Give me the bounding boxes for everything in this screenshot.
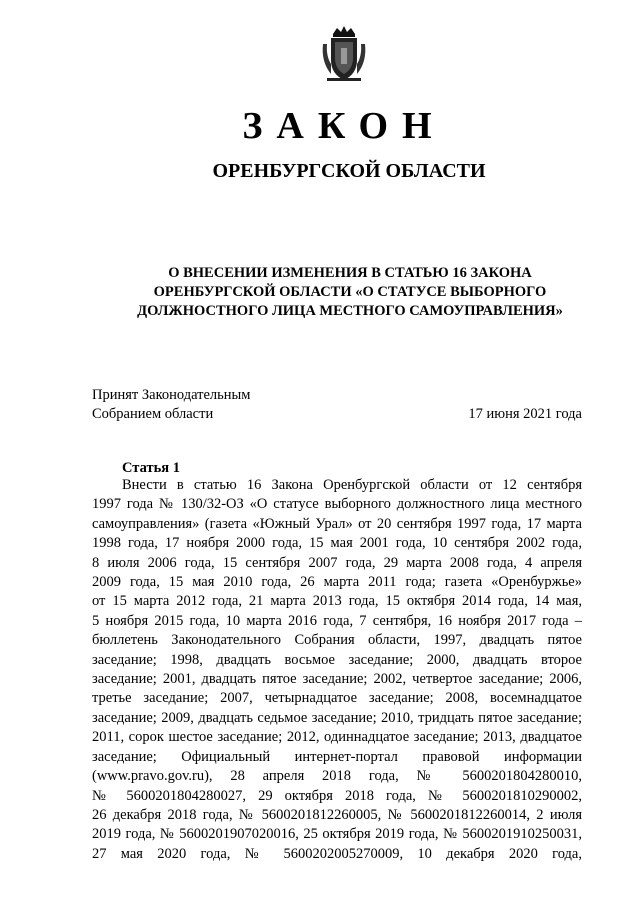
article-text-line: третье заседание; 2007, четырнадцатое заседание; 2008, восемнадцатое bbox=[92, 690, 582, 707]
law-subject bbox=[120, 264, 580, 321]
article-title: Статья 1 bbox=[122, 460, 180, 476]
article-text-line: 27 мая 2020 года, № 5600202005270009, 10 декабря 2020 года, bbox=[92, 845, 582, 862]
article-text-line: 1997 года № 130/32-ОЗ «О статусе выборного должностного лица местного bbox=[92, 496, 582, 513]
coat-of-arms-icon bbox=[319, 24, 369, 84]
article-text-line: Внести в статью 16 Закона Оренбургской области от 12 сентября bbox=[122, 477, 582, 493]
region-title: ОРЕНБУРГСКОЙ ОБЛАСТИ bbox=[212, 160, 486, 182]
subject-line: ДОЛЖНОСТНОГО ЛИЦА МЕСТНОГО САМОУПРАВЛЕНИЯ» bbox=[137, 303, 563, 319]
subject-line: О ВНЕСЕНИИ ИЗМЕНЕНИЯ В СТАТЬЮ 16 ЗАКОНА bbox=[168, 265, 532, 281]
article-text-line: (www.pravo.gov.ru), 28 апреля 2018 года, № 5600201804280010, bbox=[92, 768, 582, 785]
article-text-line: 1998 года, 17 ноября 2000 года, 15 мая 2001 года, 10 сентября 2002 года, bbox=[92, 535, 582, 552]
article-text-line: 2009 года, 15 мая 2010 года, 26 марта 2011 года; газета «Оренбуржье» bbox=[92, 574, 582, 591]
article-text-line: 26 декабря 2018 года, № 5600201812260005, № 5600201812260014, 2 июля bbox=[92, 806, 582, 823]
article-text-line: бюллетень Законодательного Собрания области, 1997, двадцать пятое bbox=[92, 632, 582, 649]
article-text-line: заседание; 2001, двадцать пятое заседание; 2002, четвертое заседание; 2006, bbox=[92, 671, 582, 688]
article-text-line: 5 ноября 2015 года, 10 марта 2016 года, 7 сентября, 16 ноября 2017 года – bbox=[92, 612, 582, 629]
adoption-block bbox=[92, 386, 582, 424]
adoption-line: Собранием области bbox=[92, 406, 214, 422]
article-text-line: 2011, сорок шестое заседание; 2012, одиннадцатое заседание; 2013, двадцатое bbox=[92, 729, 582, 746]
article-text-line: от 15 марта 2012 года, 21 марта 2013 года, 15 октября 2014 года, 14 мая, bbox=[92, 593, 582, 610]
law-title: ЗАКОН bbox=[242, 105, 446, 147]
article-text-line: № 5600201804280027, 29 октября 2018 года, № 5600201810290002, bbox=[92, 787, 582, 804]
article-text-line: заседание; 2009, двадцать седьмое заседание; 2010, тридцать пятое заседание; bbox=[92, 709, 582, 726]
article-text bbox=[92, 476, 582, 864]
subject-line: ОРЕНБУРГСКОЙ ОБЛАСТИ «О СТАТУСЕ ВЫБОРНОГО bbox=[153, 284, 547, 300]
article-text-line: самоуправления» (газета «Южный Урал» от 20 сентября 1997 года, 17 марта bbox=[92, 515, 582, 532]
adoption-line: Принят Законодательным bbox=[92, 387, 251, 403]
article-text-line: заседание; 1998, двадцать восьмое заседание; 2000, двадцать второе bbox=[92, 651, 582, 668]
article-text-line: 8 июля 2006 года, 15 сентября 2007 года, 29 марта 2008 года, 4 апреля bbox=[92, 554, 582, 571]
article-text-line: 2019 года, № 5600201907020016, 25 октября 2019 года, № 5600201910250031, bbox=[92, 826, 582, 843]
article-text-line: заседание; Официальный интернет-портал правовой информации bbox=[92, 748, 582, 765]
adoption-date: 17 июня 2021 года bbox=[468, 406, 582, 422]
